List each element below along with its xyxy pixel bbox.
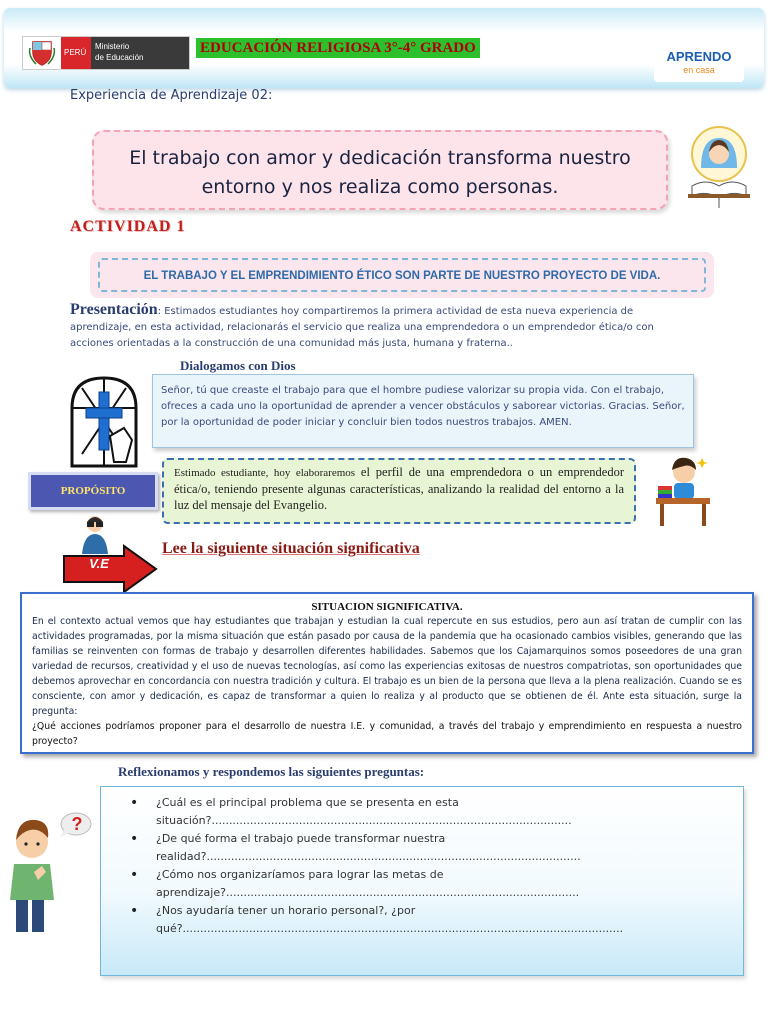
aprendo-en-casa-logo	[654, 46, 744, 82]
brand-line-2: en casa	[683, 65, 715, 75]
experience-label: Experiencia de Aprendizaje 02:	[70, 88, 273, 103]
question-item: • ¿De qué forma el trabajo puede transformar nuestra realidad?...........................................................................................................	[130, 830, 660, 866]
presentation-title: Presentación	[70, 301, 158, 318]
peru-label: PERÚ	[61, 37, 91, 69]
question-bubble	[58, 812, 92, 838]
questions-list	[130, 794, 660, 938]
main-message-box	[92, 130, 668, 210]
brand-line-1: APRENDO	[666, 49, 732, 64]
question-mark: ?	[71, 814, 83, 834]
prayer-title: Dialogamos con Dios	[180, 358, 296, 373]
ve-label: V.E	[89, 556, 109, 571]
situation-title: SITUACION SIGNIFICATIVA.	[311, 601, 463, 613]
prayer-text: Señor, tú que creaste el trabajo para que el hombre pudiese valorizar su propia vida. Con el trabajo, ofreces a cada uno la oportunidad de aprender a vencer obstáculos y saborear victorias. Gracias. Señor, por la oportunidad de poder iniciar y concluir bien todos nuestros trabajos. AMEN.	[161, 385, 685, 428]
main-message: El trabajo con amor y dedicación transforma nuestro entorno y nos realiza como personas.	[129, 147, 631, 198]
activity-banner: EL TRABAJO Y EL EMPRENDIMIENTO ÉTICO SON PARTE DE NUESTRO PROYECTO DE VIDA.	[98, 258, 706, 292]
situation-question: ¿Qué acciones podríamos proponer para el desarrollo de nuestra I.E. y comunidad, a través del trabajo y emprendimiento en respuesta a nuestro proyecto?	[32, 721, 742, 747]
question-item: • ¿Nos ayudaría tener un horario personal?, ¿por qué?..............................................................................................................................	[130, 902, 660, 938]
purpose-text: el perfil de una emprendedora o un emprendedor ética/o, teniendo presente algunas características, analizando la realidad del entorno a la luz del mensaje del Evangelio.	[174, 465, 624, 512]
question-item: • ¿Cuál es el principal problema que se presenta en esta situación?.......................................................................................................	[130, 794, 660, 830]
ministry-label	[91, 37, 189, 69]
peru-shield-icon	[27, 38, 57, 68]
ministry-logo	[22, 36, 190, 70]
stained-glass-cross-icon	[66, 374, 142, 470]
purpose-button[interactable]: PROPÓSITO	[28, 472, 158, 510]
purpose-box	[162, 458, 636, 524]
ministry-line-1: Ministerio	[95, 42, 130, 51]
presentation-body: : Estimados estudiantes hoy compartiremos la primera actividad de esta nueva experiencia de aprendizaje, en esta actividad, relacionarás el servicio que realiza una emprendedora o un emprendedor ética/o con acciones orientadas a la construcción de una comunidad más justa, humana y fraterna..	[70, 306, 654, 349]
activity-title: ACTIVIDAD 1	[70, 218, 186, 235]
purpose-lead: Estimado estudiante, hoy elaboraremos	[174, 467, 356, 479]
course-title: EDUCACIÓN RELIGIOSA 3°-4° GRADO	[196, 38, 480, 58]
presentation-paragraph	[70, 302, 690, 352]
virgin-mary-bible-icon	[684, 124, 754, 210]
question-item: • ¿Cómo nos organizaríamos para lograr las metas de aprendizaje?.....................................................................................................	[130, 866, 660, 902]
studying-kid-icon	[652, 454, 714, 528]
ministry-line-2: de Educación	[95, 53, 144, 62]
prayer-box	[152, 374, 694, 448]
situation-body: En el contexto actual vemos que hay estudiantes que trabajan y estudian la cual repercute en sus estudios, pero aun así tratan de cumplir con las actividades programadas, por la misma situación que están pasado por causa de la pandemia que ha ocasionado cambios visibles, generando que las familias se reinventen con formas de trabajo y desarrollen diferentes habilidades. Sabemos que los Cajamarquinos somos poseedores de una gran variedad de recursos, creatividad y el uso de nuevas tecnologías, así como las experiencias exitosas de nuestros compatriotas, son oportunidades que debemos aprovechar en concordancia con nuestra tradición y cultura. El trabajo es un bien de la persona que lleva a la plena realización. Cuando se es consciente, con amor y dedicación, es capaz de transformar a quien lo realiza y al producto que se obtienen de él. Ante esta situación, surge la pregunta:	[32, 616, 742, 717]
situation-box	[20, 592, 754, 754]
reflection-title: Reflexionamos y respondemos las siguientes preguntas:	[118, 764, 425, 779]
read-prompt: Lee la siguiente situación significativa	[162, 540, 420, 557]
